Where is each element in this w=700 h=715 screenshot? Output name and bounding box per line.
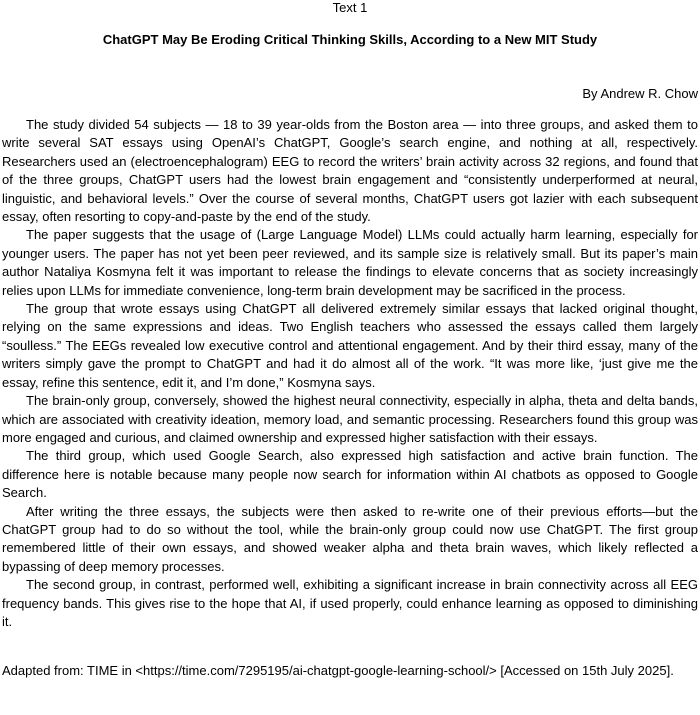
source-citation: Adapted from: TIME in <https://time.com/7295195/ai-chatgpt-google-learning-school/> [Accessed on 15th July 2025].: [2, 663, 674, 679]
paragraph-6: After writing the three essays, the subjects were then asked to re-write one of their previous efforts—but the ChatGPT group had to do so without the tool, while the brain-only group could now use ChatGPT. The first group remembered little of their own essays, and showed weaker alpha and theta brain waves, which likely reflected a bypassing of deep memory processes.: [2, 503, 698, 574]
paragraph-1: The study divided 54 subjects — 18 to 39 year-olds from the Boston area — into three groups, and asked them to write several SAT essays using OpenAI’s ChatGPT, Google’s search engine, and nothing at all, respectively. Researchers used an (electroencephalogram) EEG to record the writers’ brain activity across 32 regions, and found that of the three groups, ChatGPT users had the lowest brain engagement and “consistently underperformed at neural, linguistic, and behavioral levels.” Over the course of several months, ChatGPT users got lazier with each subsequent essay, often resorting to copy-and-paste by the end of the study.: [2, 117, 698, 225]
byline: By Andrew R. Chow: [582, 86, 698, 101]
text-label: Text 1: [332, 0, 368, 15]
article-body: [2, 116, 698, 631]
paragraph-7: The second group, in contrast, performed well, exhibiting a significant increase in brain connectivity across all EEG frequency bands. This gives rise to the hope that AI, if used properly, could enhance learning as opposed to diminishing it.: [2, 577, 698, 629]
article-title: ChatGPT May Be Eroding Critical Thinking Skills, According to a New MIT Study: [102, 32, 598, 47]
paragraph-5: The third group, which used Google Search, also expressed high satisfaction and active brain function. The difference here is notable because many people now search for information within AI chatbots as opposed to Google Search.: [2, 448, 698, 501]
paragraph-3: The group that wrote essays using ChatGPT all delivered extremely similar essays that lacked original thought, relying on the same expressions and ideas. Two English teachers who assessed the essays called them largely “soulless.” The EEGs revealed low executive control and attentional engagement. And by their third essay, many of the writers simply gave the prompt to ChatGPT and had it do almost all of the work. “It was more like, ‘just give me the essay, refine this sentence, edit it, and I’m done,” Kosmyna says.: [2, 301, 698, 390]
paragraph-2: The paper suggests that the usage of (Large Language Model) LLMs could actually harm learning, especially for younger users. The paper has not yet been peer reviewed, and its sample size is relatively small. But its paper’s main author Nataliya Kosmyna felt it was important to release the findings to elevate concerns that as society increasingly relies upon LLMs for immediate convenience, long-term brain development may be sacrificed in the process.: [2, 227, 698, 298]
paragraph-4: The brain-only group, conversely, showed the highest neural connectivity, especially in alpha, theta and delta bands, which are associated with creativity ideation, memory load, and semantic processing. Researchers found this group was more engaged and curious, and claimed ownership and expressed higher satisfaction with their essays.: [2, 393, 698, 445]
